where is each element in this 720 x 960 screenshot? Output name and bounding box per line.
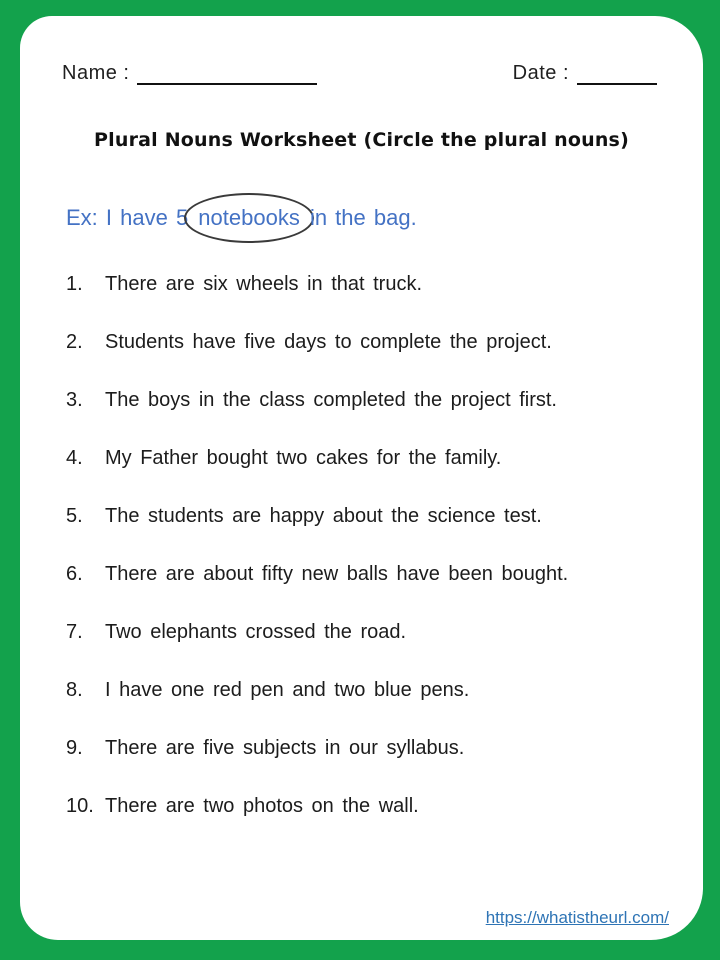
footer [486, 908, 669, 928]
list-item [66, 561, 673, 588]
item-text: My Father bought two cakes for the family. [105, 447, 502, 469]
item-text: Two elephants crossed the road. [105, 621, 407, 643]
item-text: There are about fifty new balls have been bought. [105, 563, 569, 585]
list-item [66, 793, 673, 820]
item-number: 3. [66, 389, 83, 411]
item-number: 6. [66, 563, 83, 585]
header-row [20, 16, 703, 85]
list-item [66, 677, 673, 704]
example-sentence [66, 203, 663, 233]
item-text: The students are happy about the science test. [105, 505, 542, 527]
item-number: 5. [66, 505, 83, 527]
date-blank-line [577, 62, 657, 85]
name-blank-line [137, 62, 317, 85]
list-item [66, 445, 673, 472]
date-label: Date : [512, 62, 569, 84]
circled-word: notebooks [184, 193, 314, 243]
item-text: There are six wheels in that truck. [105, 273, 423, 295]
item-number: 2. [66, 331, 83, 353]
item-text: There are two photos on the wall. [105, 795, 419, 817]
list-item [66, 619, 673, 646]
list-item [66, 735, 673, 762]
item-number: 10. [66, 795, 94, 817]
sentence-list [20, 271, 703, 820]
worksheet-title: Plural Nouns Worksheet (Circle the plural nouns) [94, 129, 629, 151]
item-number: 1. [66, 273, 83, 295]
name-field [62, 62, 317, 85]
item-number: 8. [66, 679, 83, 701]
footer-link[interactable]: https://whatistheurl.com/ [485, 908, 669, 927]
item-number: 7. [66, 621, 83, 643]
item-text: Students have five days to complete the project. [105, 331, 552, 353]
item-text: The boys in the class completed the project first. [105, 389, 557, 411]
date-field [513, 62, 657, 85]
list-item [66, 271, 673, 298]
list-item [66, 329, 673, 356]
item-text: I have one red pen and two blue pens. [105, 679, 470, 701]
item-text: There are five subjects in our syllabus. [105, 737, 465, 759]
example-suffix: in the bag. [301, 205, 417, 230]
item-number: 9. [66, 737, 83, 759]
list-item [66, 387, 673, 414]
worksheet-page [20, 16, 703, 940]
example-prefix: Ex: I have 5 [66, 205, 197, 230]
name-label: Name : [62, 62, 130, 84]
list-item [66, 503, 673, 530]
item-number: 4. [66, 447, 83, 469]
